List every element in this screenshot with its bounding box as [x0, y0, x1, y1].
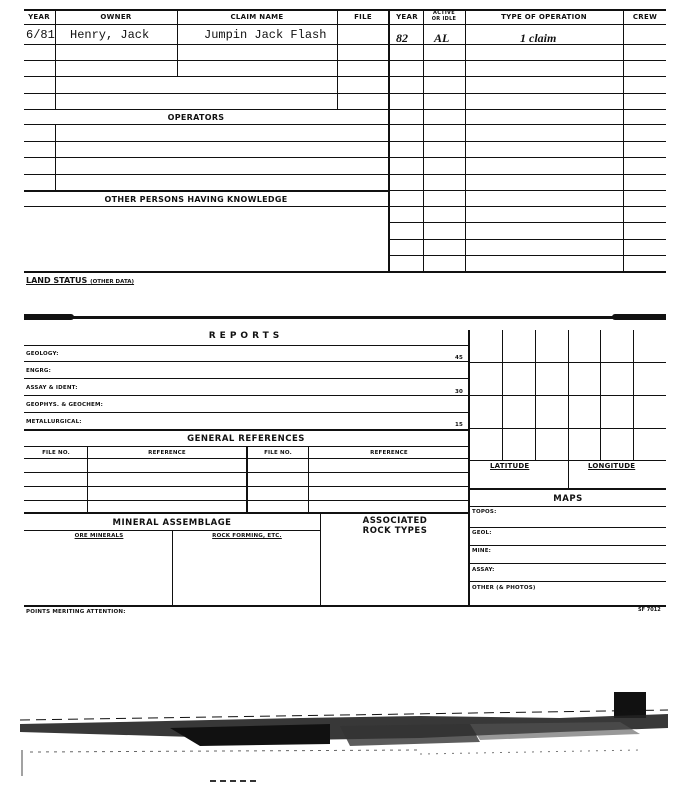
scan-noise [0, 680, 678, 806]
section-land-status [26, 276, 134, 285]
entry-year-right: 82 [396, 31, 408, 45]
section-general-references: GENERAL REFERENCES [187, 434, 305, 444]
latitude-label: LATITUDE [490, 462, 530, 470]
header-file: FILE [354, 13, 372, 21]
header-claim-name: CLAIM NAME [230, 13, 284, 21]
lower-top-rule [24, 316, 666, 319]
torn-edge-right [612, 314, 666, 320]
maps-other-photos: OTHER (& PHOTOS) [472, 585, 536, 591]
header-active-idle [424, 10, 464, 22]
header-year-right: YEAR [396, 13, 418, 21]
refs-file-no-1: FILE NO. [42, 450, 70, 456]
land-status-label: LAND STATUS [26, 276, 88, 285]
section-maps: MAPS [553, 494, 583, 504]
header-active-label: ACTIVE [433, 10, 455, 16]
refs-reference-2: REFERENCE [370, 450, 408, 456]
report-geology: GEOLOGY: [26, 351, 59, 357]
section-other-persons: OTHER PERSONS HAVING KNOWLEDGE [104, 195, 288, 204]
entry-active-idle: AL [434, 31, 450, 45]
header-crew: CREW [632, 13, 658, 21]
form-number: SF 7012 [638, 607, 661, 613]
refs-file-no-2: FILE NO. [264, 450, 292, 456]
report-assay-num: 30 [455, 389, 464, 395]
report-assay: ASSAY & IDENT: [26, 385, 78, 391]
rock-forming-label: ROCK FORMING, ETC. [212, 533, 282, 539]
report-geophys: GEOPHYS. & GEOCHEM: [26, 402, 104, 408]
header-type-of-operation: TYPE OF OPERATION [501, 13, 587, 21]
entry-year: 6/81 [26, 28, 55, 42]
entry-owner: Henry, Jack [70, 28, 150, 42]
maps-assay: ASSAY: [472, 567, 495, 573]
points-meriting-attention: POINTS MERITING ATTENTION: [26, 609, 126, 615]
section-operators: OPERATORS [167, 113, 225, 122]
section-associated-rock-types: ASSOCIATED ROCK TYPES [362, 516, 428, 536]
section-reports: REPORTS [208, 331, 284, 341]
maps-mine: MINE: [472, 548, 492, 554]
ore-minerals-label: ORE MINERALS [74, 533, 124, 539]
refs-reference-1: REFERENCE [148, 450, 186, 456]
header-owner: OWNER [100, 13, 132, 21]
report-engrg: ENGRG: [26, 368, 52, 374]
header-year: YEAR [28, 13, 50, 21]
section-mineral-assemblage: MINERAL ASSEMBLAGE [112, 518, 232, 528]
report-geology-num: 45 [455, 355, 464, 361]
entry-type-of-operation: 1 claim [520, 31, 557, 45]
maps-topos: TOPOS: [472, 509, 497, 515]
report-metallurgical: METALLURGICAL: [26, 419, 82, 425]
longitude-label: LONGITUDE [588, 462, 636, 470]
torn-edge-left [24, 314, 74, 320]
land-status-note: (OTHER DATA) [90, 279, 135, 285]
header-or-idle-label: OR IDLE [431, 16, 457, 22]
maps-geol: GEOL: [472, 530, 492, 536]
report-metallurgical-num: 15 [455, 422, 464, 428]
entry-claim-name: Jumpin Jack Flash [204, 28, 327, 42]
